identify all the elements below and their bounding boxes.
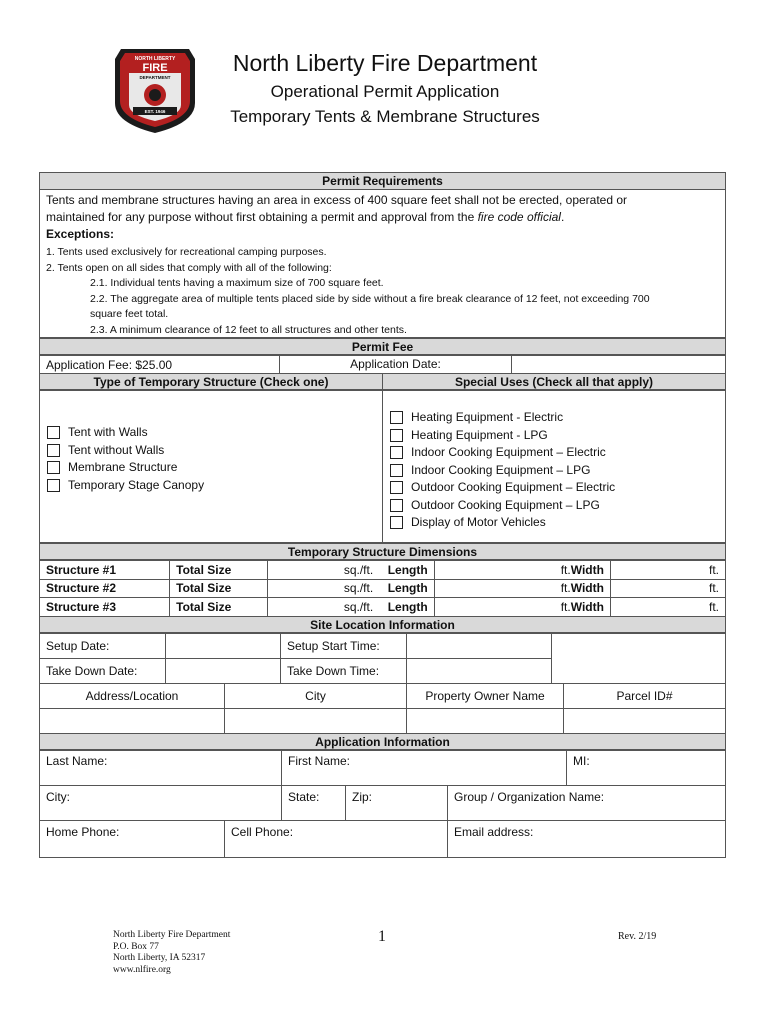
parcel-field[interactable]: [563, 708, 726, 734]
exception-2-2-cont: square feet total.: [90, 308, 169, 320]
requirements-intro-line2: maintained for any purpose without first obtaining a permit and approval from the fire code official.: [46, 210, 565, 224]
revision: Rev. 2/19: [618, 931, 657, 942]
width-field[interactable]: ft.: [610, 598, 725, 617]
exception-1: 1. Tents used exclusively for recreational camping purposes.: [46, 246, 327, 258]
use-option-motor-vehicles[interactable]: Display of Motor Vehicles: [390, 514, 615, 532]
exceptions-label: Exceptions:: [46, 227, 115, 241]
dimension-row: [40, 598, 726, 617]
application-date-field[interactable]: [511, 355, 726, 374]
setup-time-label: Setup Start Time:: [280, 633, 407, 659]
setup-date-label: Setup Date:: [39, 633, 166, 659]
setup-date-field[interactable]: [165, 633, 281, 659]
special-uses-title: Special Uses (Check all that apply): [382, 373, 726, 390]
requirements-intro-line1: Tents and membrane structures having an area in excess of 400 square feet shall not be erected, operated or: [46, 193, 628, 207]
structure-label: Structure #1: [40, 561, 170, 580]
footer-address: [113, 930, 230, 976]
checkbox[interactable]: [47, 479, 60, 492]
footer-pobox: P.O. Box 77: [113, 941, 159, 952]
total-size-label: Total Size: [170, 579, 268, 598]
checkbox[interactable]: [47, 426, 60, 439]
exception-2-2: 2.2. The aggregate area of multiple tents placed side by side without a fire break clearance of 12 feet, not exceeding 700: [90, 292, 650, 305]
dimension-row: [40, 561, 726, 580]
checkbox[interactable]: [390, 446, 403, 459]
structure-label: Structure #3: [40, 598, 170, 617]
city-input[interactable]: City:: [39, 785, 282, 821]
dimensions-title: Temporary Structure Dimensions: [39, 543, 726, 560]
type-option-stage-canopy[interactable]: Temporary Stage Canopy: [47, 477, 204, 495]
use-option-heating-lpg[interactable]: Heating Equipment - LPG: [390, 427, 615, 445]
size-field[interactable]: sq./ft. Length: [267, 598, 434, 617]
mi-field[interactable]: MI:: [566, 750, 726, 786]
use-option-outdoor-electric[interactable]: Outdoor Cooking Equipment – Electric: [390, 479, 615, 497]
width-field[interactable]: ft.: [610, 579, 725, 598]
width-field[interactable]: ft.: [610, 561, 725, 580]
permit-requirements-title: Permit Requirements: [40, 173, 725, 190]
last-name-field[interactable]: Last Name:: [39, 750, 282, 786]
state-input[interactable]: State:: [281, 785, 346, 821]
setup-time-field[interactable]: [406, 633, 552, 659]
footer-org: North Liberty Fire Department: [113, 930, 231, 940]
parcel-header: Parcel ID#: [563, 683, 726, 709]
permit-requirements-section: [39, 172, 726, 338]
form-subtitle-2: Temporary Tents & Membrane Structures: [230, 107, 540, 126]
structure-label: Structure #2: [40, 579, 170, 598]
checkbox[interactable]: [47, 461, 60, 474]
org-title: North Liberty Fire Department: [232, 50, 538, 76]
checkbox[interactable]: [47, 444, 60, 457]
application-fee: Application Fee: $25.00: [39, 355, 280, 374]
exception-2-1: 2.1. Individual tents having a maximum size of 700 square feet.: [90, 277, 384, 289]
total-size-label: Total Size: [170, 598, 268, 617]
type-option-membrane[interactable]: Membrane Structure: [47, 459, 204, 477]
length-field[interactable]: ft. Width: [434, 598, 610, 617]
checkbox[interactable]: [390, 429, 403, 442]
exception-2-3: 2.3. A minimum clearance of 12 feet to all structures and other tents.: [90, 323, 407, 336]
page-number: 1: [378, 928, 386, 945]
address-field[interactable]: [39, 708, 225, 734]
zip-input[interactable]: Zip:: [345, 785, 448, 821]
length-field[interactable]: ft. Width: [434, 579, 610, 598]
type-option-tent-no-walls[interactable]: Tent without Walls: [47, 442, 204, 460]
logo-line4: EST. 1946: [144, 109, 166, 114]
dimensions-table: [39, 560, 726, 617]
checkbox[interactable]: [390, 516, 403, 529]
use-option-indoor-electric[interactable]: Indoor Cooking Equipment – Electric: [390, 444, 615, 462]
total-size-label: Total Size: [170, 561, 268, 580]
dimension-row: [40, 579, 726, 598]
logo-line1: NORTH LIBERTY: [134, 56, 176, 62]
take-down-date-field[interactable]: [165, 658, 281, 684]
length-field[interactable]: ft. Width: [434, 561, 610, 580]
application-info-title: Application Information: [39, 733, 726, 750]
use-option-heating-electric[interactable]: Heating Equipment - Electric: [390, 409, 615, 427]
structure-type-box: [39, 390, 383, 543]
take-down-date-label: Take Down Date:: [39, 658, 166, 684]
site-location-title: Site Location Information: [39, 616, 726, 633]
site-extra-box: [551, 633, 726, 684]
logo-line2: FIRE: [142, 62, 168, 74]
owner-field[interactable]: [406, 708, 564, 734]
application-date-label: Application Date:: [279, 355, 512, 374]
size-field[interactable]: sq./ft. Length: [267, 561, 434, 580]
take-down-time-field[interactable]: [406, 658, 552, 684]
footer-city: North Liberty, IA 52317: [113, 953, 206, 963]
logo-line3: DEPARTMENT: [139, 75, 171, 80]
size-field[interactable]: sq./ft. Length: [267, 579, 434, 598]
take-down-time-label: Take Down Time:: [280, 658, 407, 684]
home-phone-input[interactable]: Home Phone:: [39, 820, 225, 858]
exception-2: 2. Tents open on all sides that comply with all of the following:: [46, 261, 332, 274]
cell-phone-input[interactable]: Cell Phone:: [224, 820, 448, 858]
address-header: Address/Location: [39, 683, 225, 709]
special-uses-box: [382, 390, 726, 543]
structure-type-title: Type of Temporary Structure (Check one): [39, 373, 383, 390]
footer-website[interactable]: www.nlfire.org: [113, 964, 171, 975]
city-header: City: [224, 683, 407, 709]
first-name-field[interactable]: First Name:: [281, 750, 567, 786]
form-subtitle-1: Operational Permit Application: [270, 82, 500, 101]
owner-header: Property Owner Name: [406, 683, 564, 709]
city-field[interactable]: [224, 708, 407, 734]
group-input[interactable]: Group / Organization Name:: [447, 785, 726, 821]
checkbox[interactable]: [390, 464, 403, 477]
use-option-outdoor-lpg[interactable]: Outdoor Cooking Equipment – LPG: [390, 497, 615, 515]
email-input[interactable]: Email address:: [447, 820, 726, 858]
checkbox[interactable]: [390, 481, 403, 494]
permit-fee-title: Permit Fee: [39, 338, 726, 355]
checkbox[interactable]: [390, 499, 403, 512]
type-option-tent-walls[interactable]: Tent with Walls: [47, 424, 204, 442]
checkbox[interactable]: [390, 411, 403, 424]
use-option-indoor-lpg[interactable]: Indoor Cooking Equipment – LPG: [390, 462, 615, 480]
